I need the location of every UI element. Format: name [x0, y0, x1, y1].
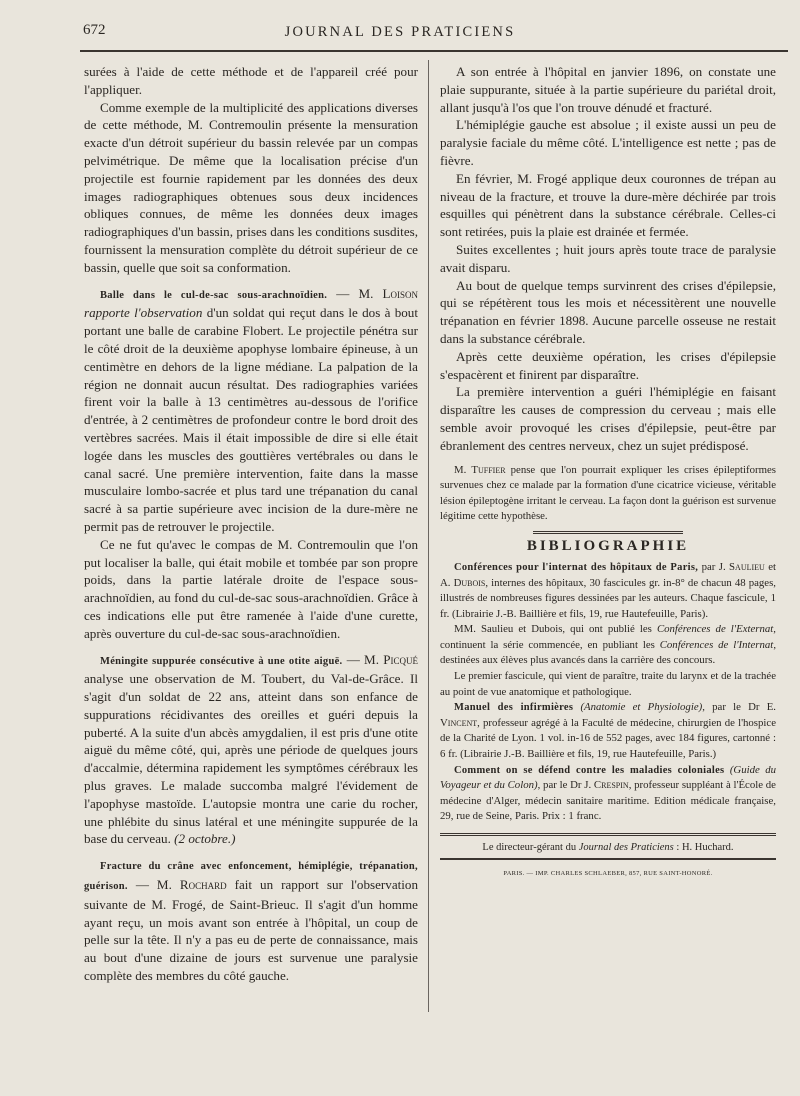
- paragraph: A son entrée à l'hôpital en janvier 1896, on constate une plaie suppurante, située à la partie supérieure du pariétal droit, allant jusqu'à l'os que l'on trouve dénudé et fracturé.: [440, 64, 776, 115]
- article-balle: Balle dans le cul-de-sac sous-arachnoïdien. — M. Loison rapporte l'observation d'un soldat qui reçut dans le dos à bout portant une balle de carabine Flobert. Le projectile pénétra sur le côté droit de la deuxième apophyse lombaire épineuse, à un centimètre en dehors de la ligne médiane. La palpation de la région ne donnait aucun résultat. Des radiographies variées firent voir la balle à 13 centimètres au-dessous de l'orifice d'entrée, à 2 centimètres de profondeur contre le bord droit des vertèbres sacrées. Mais il était impossible de dire si elle était logée dans les muscles des gouttières vertébrales ou dans le canal sacré. Une première intervention, faite dans la masse musculaire lombo-sacrée et plus tard une trépanation du canal sacré à sa partie supérieure avec incision de la dure-mère ne permit pas de retrouver le projectile.: [84, 285, 418, 534]
- tuffier-comment: M. Tuffier pense que l'on pourrait expliquer les crises épileptiformes survenues chez ce malade par la formation d'une cicatrice vicieuse, véritable lésion épileptogène irritant le cerveau. La façon dont la guérison est survenue légitime cette hypothèse.: [440, 463, 776, 523]
- biblio-paragraph: Le premier fascicule, qui vient de paraître, traite du larynx et de la trachée au point de vue anatomique et pathologique.: [440, 670, 776, 698]
- book-title: Conférences pour l'internat des hôpitaux de Paris,: [454, 561, 699, 573]
- book-title: Manuel des infirmières: [454, 702, 574, 714]
- section-rule: [533, 531, 683, 534]
- paragraph: Après cette deuxième opération, les crises d'épilepsie s'espacèrent et finirent par disparaître.: [440, 348, 776, 382]
- page-header: [0, 0, 800, 50]
- article-meningite: Méningite suppurée consécutive à une otite aiguë. — M. Picqué analyse une observation de M. Toubert, du Val-de-Grâce. Il s'agit d'un soldat de 22 ans, atteint dans son enfance de suppurations récidivantes des oreilles et guéri depuis la puberté. A la suite d'un abcès amygdalien, il est pris d'une otite aiguë du même côté, qui, après une période de quelques jours d'accalmie, détermina rapidement les symptômes cérébraux les plus graves. Le malade succomba malgré l'évidement de l'apophyse mastoïde. L'autopsie montra une carie du rocher, une phlébite du sinus latéral et une méningite suppurée de la base du cerveau. (2 octobre.): [84, 651, 418, 847]
- paragraph: Suites excellentes ; huit jours après toute trace de paralysie avait disparu.: [440, 241, 776, 275]
- author-name: Picqué: [383, 651, 418, 667]
- article-heading: Fracture du crâne avec enfoncement, hémiplégie, trépanation, guérison.: [84, 861, 418, 893]
- printer-imprint: PARIS. — IMP. CHARLES SCHLAEBER, 857, RUE SAINT-HONORÉ.: [503, 870, 713, 877]
- author-name: Rochard: [179, 877, 227, 893]
- biblio-entry: Manuel des infirmières (Anatomie et Physiologie), par le Dr E. Vincent, professeur agrégé à la Faculté de médecine, chirurgien de l'hospice de la Charité de Lyon. 1 vol. in-16 de 552 pages, avec 184 figures, cartonné : 6 fr. (Librairie J.-B. Baillière et fils, 19, rue Hautefeuille, Paris.): [440, 701, 776, 761]
- session-date: (2 octobre.): [174, 831, 236, 847]
- signature-rule: [440, 858, 776, 860]
- column-divider: [428, 60, 429, 1012]
- article-heading: Méningite suppurée consécutive à une otite aiguë.: [100, 655, 343, 667]
- biblio-entry: Conférences pour l'internat des hôpitaux de Paris, par J. Saulieu et A. Dubois, internes des hôpitaux, 30 fascicules gr. in-8° de chacun 48 pages, illustrés de nombreuses figures dessinées par les auteurs. Chaque fascicule, 1 fr. (Librairie J.-B. Baillière et fils, 19, rue Hautefeuille, Paris).: [440, 560, 776, 620]
- journal-title: JOURNAL DES PRATICIENS: [284, 24, 516, 40]
- article-fracture: Fracture du crâne avec enfoncement, hémiplégie, trépanation, guérison. — M. Rochard fait un rapport sur l'observation suivante de M. Frogé, de Saint-Brieuc. Il s'agit d'un homme ayant reçu, un mois avant son entrée à l'hôpital, un coup de pelle sur la tête. Il n'y a pas eu de perte de connaissance, mais au bout d'une dizaine de jours est survenue une paralysie complète des membres du côté gauche.: [84, 861, 418, 984]
- left-column: [84, 63, 418, 985]
- section-title: BIBLIOGRAPHIE: [526, 537, 690, 554]
- paragraph: Ce ne fut qu'avec le compas de M. Contremoulin que l'on put localiser la balle, qui était mobile et tombée par son propre poids, dans la partie latérale droite de l'espace sous-arachnoïdien, au fond du cul-de-sac sous-arachnoïdien. Grâce à ces indications elle put être ramenée à l'aide d'une curette, après ouverture du cul-de-sac sous-arachnoïdien.: [84, 536, 418, 641]
- paragraph: surées à l'aide de cette méthode et de l'appareil créé pour l'appliquer.: [84, 64, 418, 97]
- biblio-entry: Comment on se défend contre les maladies coloniales (Guide du Voyageur et du Colon), par le Dr J. Crespin, professeur suppléant à l'École de médecine d'Alger, médecin sanitaire maritime. Edition médicale française, 29, rue de Seine, Paris. Prix : 1 franc.: [440, 763, 776, 823]
- paragraph: La première intervention a guéri l'hémiplégie en faisant disparaître les causes de compression du cerveau ; mais elle semble avoir provoqué les crises d'épilepsie, peut-être par ébranlement des centres nerveux, chez un sujet prédisposé.: [440, 384, 776, 453]
- paragraph: Au bout de quelque temps survinrent des crises d'épilepsie, qui se répétèrent tous les mois et nécessitèrent une nouvelle trépanation en février 1898. Aucune parcelle osseuse ne restait dans la substance cérébrale.: [440, 277, 776, 346]
- paragraph: En février, M. Frogé applique deux couronnes de trépan au niveau de la fracture, et trouve la dure-mère déchirée par trois esquilles qui pénètrent dans la substance cérébrale. Celles-ci sont retirées, puis la plaie est drainée et fermée.: [440, 170, 776, 240]
- header-rule: [80, 50, 788, 52]
- right-column: [440, 63, 776, 877]
- paragraph: Comme exemple de la multiplicité des applications diverses de cette méthode, M. Contremoulin présente la mensuration exacte d'un détroit supérieur du bassin relevée par un compas pelvimétrique. De même que la localisation précise d'un projectile est fournie rapidement par les données des deux images radiographiques obtenues sous deux incidences obliques connues, de même les données deux images radiographiques d'un bassin, prises dans les conditions susdites, fournissent la mensuration complète du détroit supérieur de ce bassin, quelle que soit sa conformation.: [84, 99, 418, 275]
- page-number: 672: [83, 22, 106, 38]
- paragraph: L'hémiplégie gauche est absolue ; il existe aussi un peu de paralysie faciale du même côté. L'intelligence est nette ; pas de fièvre.: [440, 117, 776, 168]
- author-name: Tuffier: [471, 463, 506, 476]
- author-name: Loison: [382, 285, 418, 301]
- director-signature: Le directeur-gérant du Journal des Praticiens : H. Huchard.: [482, 842, 734, 853]
- book-title: Comment on se défend contre les maladies coloniales: [454, 764, 725, 776]
- article-heading: Balle dans le cul-de-sac sous-arachnoïdien.: [100, 289, 328, 301]
- biblio-paragraph: MM. Saulieu et Dubois, qui ont publié les Conférences de l'Externat, continuent la série commencée, en publiant les Conférences de l'Internat, destinées aux élèves plus avancés dans la carrière des concours.: [440, 623, 776, 667]
